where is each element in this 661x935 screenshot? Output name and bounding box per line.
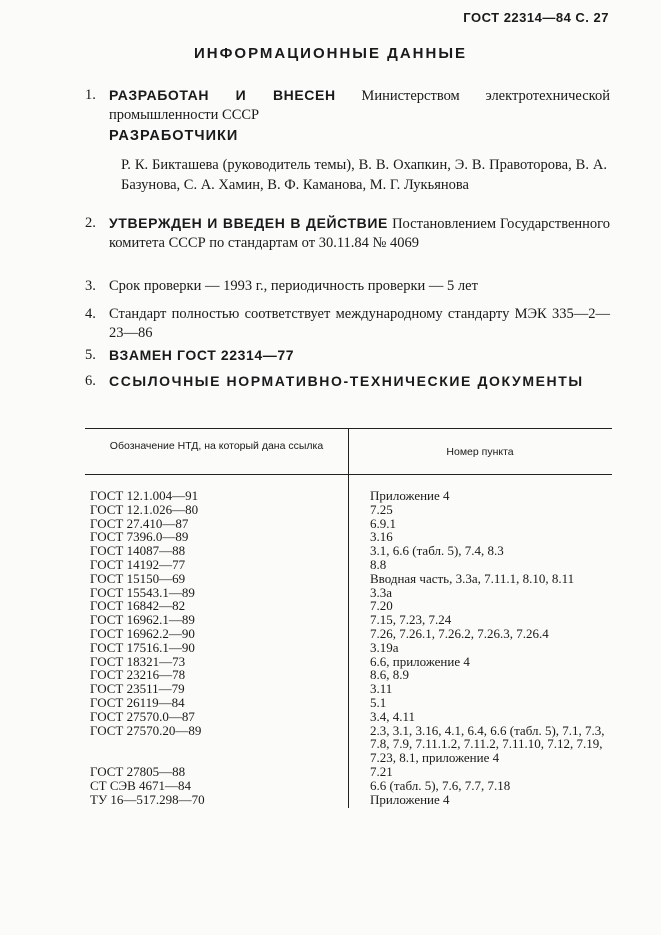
table-row: [85, 503, 612, 517]
points-cell: 7.26, 7.26.1, 7.26.2, 7.26.3, 7.26.4: [370, 625, 549, 641]
table-row: [85, 765, 612, 779]
document-cell: ГОСТ 14087—88: [90, 543, 186, 559]
table-row: [85, 558, 612, 572]
item-text: ВЗАМЕН ГОСТ 22314—77: [109, 347, 295, 363]
item-1: [85, 86, 610, 125]
table-row: [85, 572, 612, 586]
points-cell: 6.9.1: [370, 515, 396, 531]
points-cell: 7.15, 7.23, 7.24: [370, 612, 452, 628]
item-text: ССЫЛОЧНЫЕ НОРМАТИВНО-ТЕХНИЧЕСКИЕ ДОКУМЕНТЫ: [109, 373, 584, 389]
page-title: ИНФОРМАЦИОННЫЕ ДАННЫЕ: [193, 45, 468, 62]
page-header: ГОСТ 22314—84 С. 27: [463, 10, 609, 25]
table-row: [85, 668, 612, 682]
points-cell: 8.8: [370, 556, 387, 572]
points-cell: 3.19а: [370, 639, 399, 655]
points-cell: 3.4, 4.11: [370, 708, 416, 724]
points-cell: 3.11: [370, 681, 393, 697]
table-header-document: Обозначение НТД, на который дана ссылка: [109, 440, 324, 452]
document-cell: ГОСТ 7396.0—89: [90, 529, 189, 545]
table-row: [85, 586, 612, 600]
document-cell: ТУ 16—517.298—70: [90, 791, 205, 807]
table-row: [85, 599, 612, 613]
points-cell: 7.25: [370, 501, 393, 517]
item-text: Постановлением Государственного комитета СССР по стандартам от 30.11.84 № 4069: [109, 216, 610, 251]
document-cell: ГОСТ 12.1.026—80: [90, 501, 199, 517]
item-number: 5.: [85, 347, 96, 363]
item-lead: РАЗРАБОТАН И ВНЕСЕН: [109, 87, 336, 103]
document-cell: ГОСТ 12.1.004—91: [90, 488, 199, 503]
item-4: [85, 305, 610, 343]
points-cell: 3.1, 6.6 (табл. 5), 7.4, 8.3: [370, 543, 504, 559]
table-body: [85, 489, 612, 806]
points-cell: 6.6, приложение 4: [370, 653, 470, 669]
item-text: Срок проверки — 1993 г., периодичность проверки — 5 лет: [109, 278, 478, 294]
table-row: [85, 544, 612, 558]
table-row: [85, 613, 612, 627]
document-cell: СТ СЭВ 4671—84: [90, 777, 192, 793]
table-row: [85, 724, 612, 765]
document-cell: ГОСТ 16842—82: [90, 598, 186, 614]
points-cell: 7.20: [370, 598, 393, 614]
document-cell: ГОСТ 17516.1—90: [90, 639, 195, 655]
document-cell: ГОСТ 18321—73: [90, 653, 186, 669]
table-row: [85, 489, 612, 503]
table-row: [85, 627, 612, 641]
item-text: Стандарт полностью соответствует международному стандарту МЭК 335—2—23—86: [109, 306, 610, 341]
table-header-points: Номер пункта: [446, 446, 514, 458]
document-cell: ГОСТ 15150—69: [90, 570, 186, 586]
item-number: 1.: [85, 87, 96, 103]
item-lead: УТВЕРЖДЕН И ВВЕДЕН В ДЕЙСТВИЕ: [109, 215, 388, 231]
item-number: 2.: [85, 215, 96, 231]
item-number: 6.: [85, 373, 96, 389]
table-row: [85, 517, 612, 531]
table-row: [85, 779, 612, 793]
table-row: [85, 530, 612, 544]
document-cell: ГОСТ 16962.2—90: [90, 625, 195, 641]
table-row: [85, 682, 612, 696]
developers-list: Р. К. Бикташева (руководитель темы), В. В. Охапкин, Э. В. Правоторова, В. А. Базунова, С. А. Хамин, В. Ф. Каманова, М. Г. Лукьянова: [121, 157, 607, 193]
developers-heading: РАЗРАБОТЧИКИ: [109, 128, 239, 144]
item-number: 3.: [85, 278, 96, 294]
points-cell: 7.21: [370, 763, 393, 779]
document-cell: ГОСТ 16962.1—89: [90, 612, 195, 628]
table-row: [85, 655, 612, 669]
document-cell: ГОСТ 27570.0—87: [90, 708, 195, 724]
item-text: Министерством электротехнической промышленности СССР: [109, 88, 610, 123]
points-cell: Вводная часть, 3.3а, 7.11.1, 8.10, 8.11: [370, 570, 575, 586]
table-row: [85, 793, 612, 807]
points-cell: 6.6 (табл. 5), 7.6, 7.7, 7.18: [370, 777, 511, 793]
document-cell: ГОСТ 26119—84: [90, 694, 185, 710]
document-cell: ГОСТ 14192—77: [90, 556, 186, 572]
document-cell: ГОСТ 27570.20—89: [90, 722, 202, 738]
document-cell: ГОСТ 23216—78: [90, 667, 186, 683]
table-row: [85, 641, 612, 655]
item-2: [85, 214, 610, 253]
points-cell: 3.16: [370, 529, 393, 545]
points-cell: 5.1: [370, 694, 387, 710]
points-cell: 8.6, 8.9: [370, 667, 409, 683]
item-3: [85, 277, 610, 296]
item-6: [85, 372, 610, 391]
document-cell: ГОСТ 27.410—87: [90, 515, 189, 531]
table-row: [85, 710, 612, 724]
document-cell: ГОСТ 23511—79: [90, 681, 185, 697]
points-cell: 3.3а: [370, 584, 393, 600]
document-cell: ГОСТ 15543.1—89: [90, 584, 195, 600]
item-number: 4.: [85, 306, 96, 322]
document-cell: ГОСТ 27805—88: [90, 763, 186, 779]
points-cell: Приложение 4: [370, 488, 450, 503]
item-5: [85, 346, 610, 365]
table-row: [85, 696, 612, 710]
points-cell: Приложение 4: [370, 791, 450, 807]
points-cell: 2.3, 3.1, 3.16, 4.1, 6.4, 6.6 (табл. 5), 7.1, 7.3, 7.8, 7.9, 7.11.1.2, 7.11.2, 7.11.10, 7.12, 7.19, 7.23, 8.1, приложение 4: [370, 722, 605, 766]
